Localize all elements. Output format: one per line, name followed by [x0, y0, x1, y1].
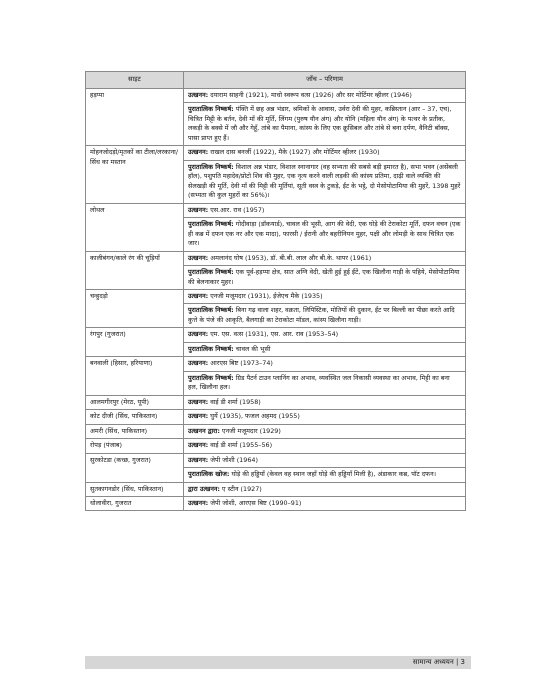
site-name-cell: आलमगीरपुर (मेरठ, यूपी) [86, 395, 184, 409]
table-row [86, 424, 466, 438]
finding-cell [184, 328, 466, 342]
finding-text: एस.आर. राव (1957) [208, 205, 265, 214]
finding-cell [184, 266, 466, 290]
finding-cell [184, 289, 466, 303]
finding-cell [184, 251, 466, 265]
site-name-cell: सुरकोटडा (कच्छ, गुजरात) [86, 453, 184, 482]
finding-label: पुरातात्विक निष्कर्ष: [188, 344, 234, 353]
finding-cell [184, 395, 466, 409]
footer-bar [85, 656, 471, 669]
finding-text: वाई डी शर्मा (1958) [208, 397, 261, 406]
finding-cell [184, 453, 466, 467]
finding-cell [184, 89, 466, 103]
finding-cell [184, 342, 466, 356]
finding-label: उत्खनन: [188, 205, 209, 214]
finding-label: पुरातात्विक निष्कर्ष: [188, 268, 234, 277]
finding-text: विशाल अन्न भंडार, विशाल स्नानागार (वह सभ्यता की सबसे बड़ी इमारत है), सभा भवन (असेंबली हॉल), पशुपति महादेव/प्रोटो शिव की मुहर, एक नृत्य करने वाली लड़की की कांस्य प्रतिमा, दाढ़ी वाले व्यक्ति की सेलखड़ी की मूर्ति, देवी माँ की मिट्टी की मूर्तियां, सूती वस्त्र के टुकड़े, ईंट के भट्ठे, दो मेसोपोटामिया की मुहरें, 1398 मुहरें (सभ्यता की कुल मुहरों का 56%)। [188, 162, 461, 200]
finding-label: उत्खनन: [188, 330, 209, 339]
finding-cell [184, 439, 466, 453]
site-name-cell: धोलावीरा, गुजरात [86, 497, 184, 511]
finding-label: पुरातात्विक निष्कर्ष: [188, 306, 234, 315]
finding-cell [184, 371, 466, 395]
finding-text: जेपी जोशी, आरएस बिष्ट (1990–91) [208, 499, 302, 507]
finding-label: पुरातात्विक खोज: [188, 470, 230, 479]
table-row [86, 251, 466, 265]
excavation-table [85, 71, 466, 511]
site-name-cell: मोहनजोदड़ो/मृतकों का टीला/लरकाना/सिंध का मस्तान [86, 146, 184, 203]
table-row [86, 357, 466, 371]
finding-label: उत्खनन: [188, 91, 209, 99]
finding-label: उत्खनन: [188, 359, 209, 368]
finding-label: उत्खनन: [188, 499, 209, 507]
finding-cell [184, 482, 466, 496]
table-row [86, 439, 466, 453]
finding-cell [184, 218, 466, 251]
finding-cell [184, 357, 466, 371]
header-investigation-result: जाँच – परिणाम [184, 72, 466, 89]
finding-text: अमलानंद घोष (1953), डॉ. बी.बी. लाल और बी.के. थापर (1961) [208, 253, 372, 262]
site-name-cell: रोपड़ (पंजाब) [86, 439, 184, 453]
finding-text: घोड़े की हड्डियाँ (केवल वह स्थान जहाँ घोड़े की हड्डियाँ मिली है), अंडाकार कब्र, पॉट दफन। [229, 470, 437, 479]
finding-text: आरएस बिष्ट (1973–74) [208, 359, 273, 368]
finding-label: उत्खनन: [188, 412, 209, 421]
site-name-cell: लोथल [86, 203, 184, 251]
table-row [86, 328, 466, 342]
site-name-cell: अमरी (सिंध, पाकिस्तान) [86, 424, 184, 438]
finding-label: उत्खनन द्वारा: [188, 426, 220, 435]
table-row [86, 482, 466, 496]
finding-label: उत्खनन: [188, 291, 209, 300]
page-footer-text: सामान्य अध्ययन | 3 [412, 658, 465, 666]
table-row [86, 146, 466, 160]
table-row [86, 410, 466, 424]
finding-text: चावल की भूसी [233, 344, 271, 353]
finding-cell [184, 203, 466, 217]
finding-cell [184, 497, 466, 511]
finding-text: एम. एस. वत्स (1931), एस. आर. राव (1953–54) [208, 330, 339, 339]
site-name-cell: कालीबंगन/काले रंग की चूड़ियाँ [86, 251, 184, 289]
finding-label: उत्खनन: [188, 253, 209, 262]
finding-cell [184, 424, 466, 438]
finding-label: द्वारा उत्खनन: [188, 484, 220, 493]
table-row [86, 203, 466, 217]
finding-label: पुरातात्विक निष्कर्ष: [188, 162, 234, 171]
site-name-cell: कोट दीजी (सिंध, पाकिस्तान) [86, 410, 184, 424]
finding-cell [184, 468, 466, 482]
finding-text: एक पूर्व-हड़प्पा क्षेत्र, सात अग्नि वेदी, खेती हुई हुई ईंटें, एक खिलौना गाड़ी के पहिये, मेसोपोटामिया की बेलनाकार मुहर। [188, 268, 460, 286]
finding-cell [184, 304, 466, 328]
finding-label: पुरातात्विक निष्कर्ष: [188, 220, 234, 229]
finding-label: उत्खनन: [188, 397, 209, 406]
site-name-cell: बनवाली (हिसार, हरियाणा) [86, 357, 184, 395]
finding-text: ग्रिड पैटर्न टाउन प्लानिंग का अभाव, व्यवस्थित जल निकासी व्यवस्था का अभाव, मिट्टी का बना हल, खिलौना हल। [188, 373, 450, 392]
finding-text: एनजी मजूमदार (1929) [220, 426, 281, 435]
finding-text: एनजी मजूमदार (1931), ईजेएच मैके (1935) [208, 291, 323, 300]
finding-label: पुरातात्विक निष्कर्ष: [188, 373, 234, 382]
finding-text: जेपी जोशी (1964) [208, 455, 258, 464]
finding-cell [184, 103, 466, 146]
finding-text: ए स्टीन (1927) [220, 484, 262, 493]
finding-text: घुर्ये (1935), फजल अहमद (1955) [208, 412, 300, 421]
table-row [86, 395, 466, 409]
table-row [86, 89, 466, 103]
site-name-cell: हड़प्पा [86, 89, 184, 146]
finding-text: राखल दास बनर्जी (1922), मैके (1927) और मोर्टिमर व्हीलर (1930) [208, 148, 380, 157]
finding-label: उत्खनन: [188, 455, 209, 464]
finding-text: वाई डी शर्मा (1955–56) [208, 441, 273, 450]
table-row [86, 497, 466, 511]
finding-text: दयाराम साहनी (1921), माधो स्वरूप वत्स (1926) और सर मोर्टिमर व्हीलर (1946) [208, 91, 412, 99]
finding-cell [184, 160, 466, 203]
finding-cell [184, 410, 466, 424]
finding-label: उत्खनन: [188, 441, 209, 450]
finding-text: बिना गढ़ वाला शहर, वक्रता, लिपिस्टिक, मोतियों की दुकान, ईंट पर बिल्ली का पीछा करते आदि कुत्ते के पंजे की आकृति, बैलगाड़ी का टेराकोटा मॉडल, कांस्य खिलौना गाड़ी। [188, 306, 455, 324]
finding-text: पंक्ति में छह अन्न भंडार, श्रमिकों के आवास, उर्वरा देवी की मुहर, कब्रिस्तान (आर – 37, एच), चित्रित मिट्टी के बर्तन, देवी माँ की मूर्ति, लिंगम (पुरुष यौन अंग) और योनि (महिला यौन अंग) के पत्थर के प्रतीक, लकड़ी के बक्से में जौ और गेहूँ, तांबे का पैमाना, कांस्य के लिए एक क्रूसिबल और तांबे से बना दर्पण, वैनिटी बॉक्स, पासा प्राप्त हुए हैं। [188, 105, 452, 142]
table-header-row [86, 72, 466, 89]
table-row [86, 453, 466, 467]
finding-label: उत्खनन: [188, 148, 209, 157]
table-row [86, 289, 466, 303]
table-body [86, 89, 466, 511]
finding-cell [184, 146, 466, 160]
finding-label: पुरातात्विक निष्कर्ष: [188, 105, 234, 114]
header-site: साइट [86, 72, 184, 89]
site-name-cell: रंगपुर (गुजरात) [86, 328, 184, 357]
site-name-cell: चन्हुदड़ो [86, 289, 184, 327]
site-name-cell: सुतकागनडोर (सिंध, पाकिस्तान) [86, 482, 184, 496]
finding-text: गोदीवाड़ा (डॉकयार्ड), चावल की भूसी, आग की वेदी, एक घोड़े की टेराकोटा मूर्ति, दफन वचन (एक ही कब्र में दफन एक नर और एक मादा), फारसी / ईरानी और बहरीनियन मुहर, पक्षी और लोमड़ी के साथ चित्रित एक जार। [188, 220, 461, 248]
